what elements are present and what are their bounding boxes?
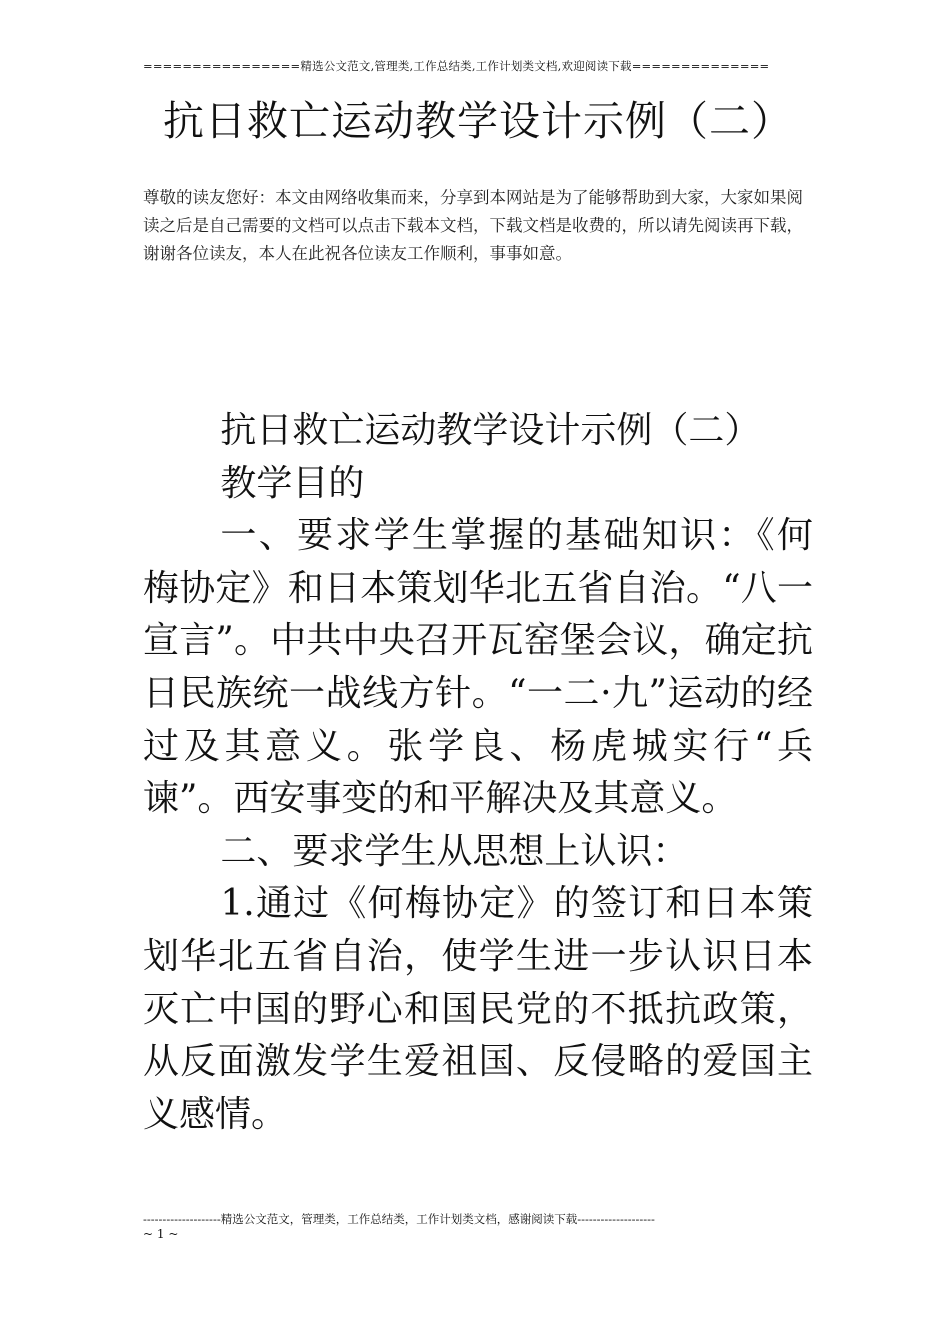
footer-banner: --------------------精选公文范文，管理类，工作总结类，工作计划类文档，感谢阅读下载-------------------- <box>143 1212 655 1226</box>
document-title: 抗日救亡运动教学设计示例（二） <box>163 97 793 145</box>
reader-notice: 尊敬的读友您好：本文由网络收集而来，分享到本网站是为了能够帮助到大家，大家如果阅读之后是自己需要的文档可以点击下载本文档，下载文档是收费的，所以请先阅读再下载，谢谢各位读友，本人在此祝各位读友工作顺利，事事如意。 <box>143 188 803 263</box>
body-heading: 抗日救亡运动教学设计示例（二） <box>220 410 761 451</box>
paragraph: 1.通过《何梅协定》的签订和日本策划华北五省自治，使学生进一步认识日本灭亡中国的野心和国民党的不抵抗政策，从反面激发学生爱祖国、反侵略的爱国主义感情。 <box>143 883 813 1135</box>
paragraph: 一、要求学生掌握的基础知识：《何梅协定》和日本策划华北五省自治。“八一宣言”。中共中央召开瓦窑堡会议，确定抗日民族统一战线方针。“一二·九”运动的经过及其意义。张学良、杨虎城实行“兵谏”。西安事变的和平解决及其意义。 <box>143 515 813 820</box>
page-number: ~ 1 ~ <box>143 1227 179 1241</box>
header-banner: ================精选公文范文,管理类,工作总结类,工作计划类文档,欢迎阅读下载============== <box>143 59 770 73</box>
document-body <box>143 405 813 1141</box>
paragraph: 二、要求学生从思想上认识： <box>220 830 689 872</box>
section-title: 教学目的 <box>220 462 365 504</box>
